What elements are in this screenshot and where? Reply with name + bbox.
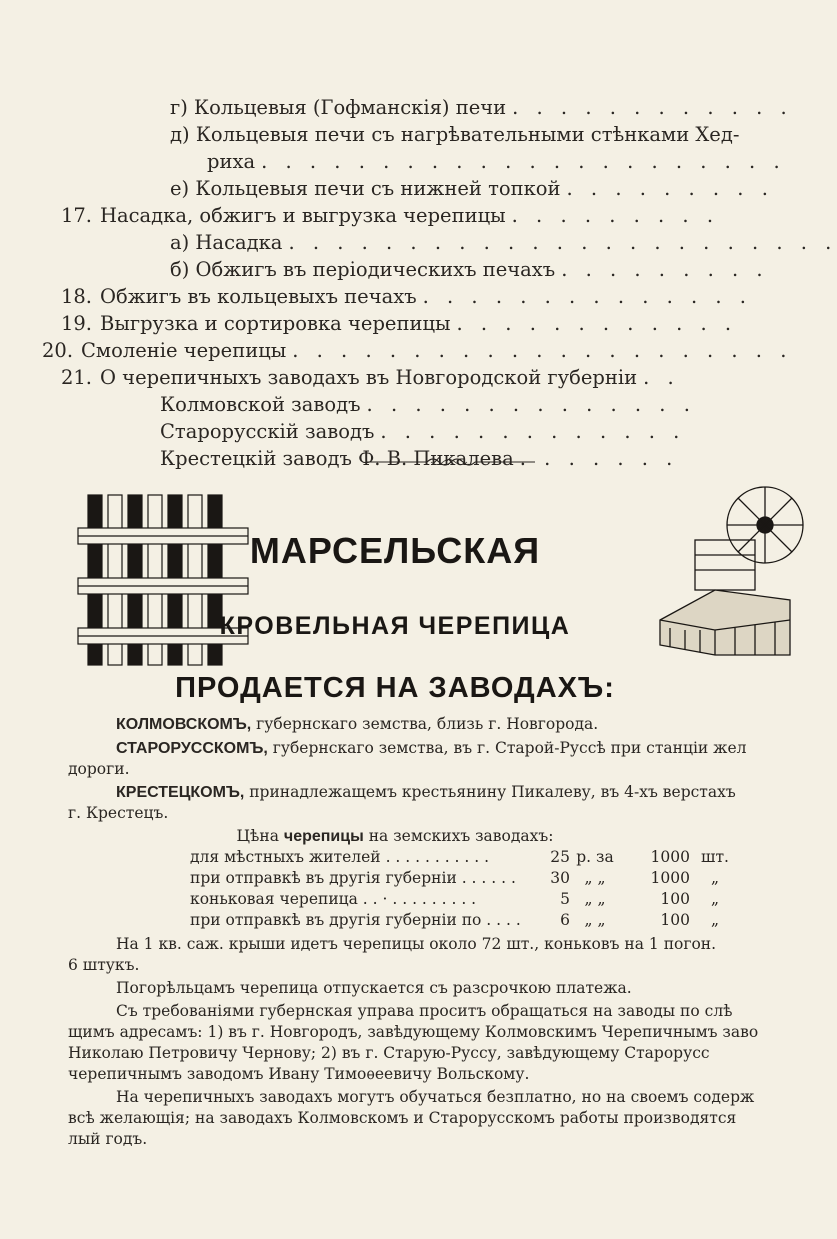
price-amount: 30 xyxy=(550,869,570,887)
toc-entry xyxy=(207,150,786,178)
paragraph-krestetsky-cont: г. Крестецъ. xyxy=(68,804,169,822)
toc-leader-dots: . . . . . . . . . . . . . xyxy=(380,420,686,443)
toc-entry-title: Обжигъ въ кольцевыхъ печахъ xyxy=(100,285,417,308)
price-per: „ xyxy=(710,869,720,887)
toc-entry xyxy=(170,96,793,124)
ad-title-roof-tile: КРОВЕЛЬНАЯ ЧЕРЕПИЦА xyxy=(219,612,571,640)
toc-entry-title: Смоленіе черепицы xyxy=(81,339,287,362)
toc-leader-dots: . . xyxy=(643,366,680,389)
toc-entry-title: Колмовской заводъ xyxy=(160,393,361,416)
toc-entry xyxy=(160,393,768,421)
toc-entry xyxy=(170,258,768,286)
toc-leader-dots: . . . . . . . . . xyxy=(511,204,720,227)
toc-entry-title: е) Кольцевыя печи съ нижней топкой xyxy=(170,177,561,200)
toc-entry xyxy=(170,231,837,259)
price-row xyxy=(190,890,770,911)
toc-entry-number: 18. xyxy=(60,285,92,308)
toc-leader-dots: . . . . . . . . . . . . . . . . . . . . . . xyxy=(261,150,786,173)
price-label: коньковая черепица . . · . . . . . . . . . xyxy=(190,890,477,908)
price-unit: „ „ xyxy=(584,911,606,929)
paragraph-requests-2: щимъ адресамъ: 1) въ г. Новгородъ, завѣдующему Колмовскимъ Черепичнымъ заво xyxy=(68,1023,759,1041)
price-count: 1000 xyxy=(650,848,690,866)
toc-entry-number: 19. xyxy=(60,312,92,335)
paragraph-requests-3: Николаю Петровичу Чернову; 2) въ г. Старую-Руссу, завѣдующему Старорусс xyxy=(68,1044,710,1062)
factory-name-kolmovsky: КОЛМОВСКОМЪ, xyxy=(116,716,252,733)
toc-entry-title: О черепичныхъ заводахъ въ Новгородской губерніи xyxy=(100,366,638,389)
paragraph-training-2: всѣ желающія; на заводахъ Колмовскомъ и Старорусскомъ работы производятся xyxy=(68,1109,737,1127)
toc-leader-dots: . . . . . . . . . . . . . . xyxy=(366,393,696,416)
ornamental-divider xyxy=(367,456,535,468)
paragraph-tiles-per-sazhen: На 1 кв. саж. крыши идетъ черепицы около 72 шт., коньковъ на 1 погон. xyxy=(116,935,717,953)
price-label: при отправкѣ въ другія губерніи . . . . . . xyxy=(190,869,516,887)
toc-entry xyxy=(42,204,768,232)
toc-entry xyxy=(42,339,793,367)
price-count: 100 xyxy=(660,890,690,908)
toc-leader-dots: . . . . . . . xyxy=(519,447,679,470)
toc-leader-dots: . . . . . . . . . . . . . . . . . . . . . . . xyxy=(288,231,837,254)
price-per: шт. xyxy=(701,848,729,866)
price-row xyxy=(190,869,770,890)
paragraph-starorussky xyxy=(68,738,790,759)
paragraph-tiles-per-sazhen-cont: 6 штукъ. xyxy=(68,956,140,974)
toc-entry xyxy=(42,366,768,394)
paragraph-requests-1: Съ требованіями губернская управа проситъ обращаться на заводы по слѣ xyxy=(116,1002,733,1020)
factory-desc-kolmovsky: губернскаго земства, близь г. Новгорода. xyxy=(251,715,599,733)
toc-entry-title: Насадка, обжигъ и выгрузка черепицы xyxy=(100,204,506,227)
paragraph-kolmovsky xyxy=(68,714,790,735)
toc-entry xyxy=(42,285,768,313)
toc-leader-dots: . . . . . . . . . . . . xyxy=(512,96,793,119)
price-unit: „ „ xyxy=(584,890,606,908)
roof-tiles-illustration xyxy=(78,490,248,670)
price-count: 100 xyxy=(660,911,690,929)
factory-name-starorussky: СТАРОРУССКОМЪ, xyxy=(116,740,268,757)
price-heading: Цѣна черепицы на земскихъ заводахъ: xyxy=(236,827,554,845)
toc-entry xyxy=(170,177,774,205)
toc-entry-title: Старорусскій заводъ xyxy=(160,420,375,443)
price-unit: р. за xyxy=(576,848,614,866)
ad-title-sold-at: ПРОДАЕТСЯ НА ЗАВОДАХЪ: xyxy=(175,672,615,704)
factory-name-krestetsky: КРЕСТЕЦКОМЪ, xyxy=(116,784,245,801)
price-row xyxy=(190,911,770,932)
toc-entry-number: 21. xyxy=(60,366,92,389)
toc-entry-title: д) Кольцевыя печи съ нагрѣвательными стѣнками Хед- xyxy=(170,123,740,146)
price-amount: 5 xyxy=(560,890,570,908)
paragraph-training-3: лый годъ. xyxy=(68,1130,148,1148)
paragraph-starorussky-cont: дороги. xyxy=(68,760,130,778)
toc-entry-title: а) Насадка xyxy=(170,231,283,254)
toc-entry xyxy=(170,123,768,151)
toc-entry xyxy=(160,420,768,448)
toc-entry-title: Выгрузка и сортировка черепицы xyxy=(100,312,451,335)
price-per: „ xyxy=(710,911,720,929)
price-row xyxy=(190,848,770,869)
price-unit: „ „ xyxy=(584,869,606,887)
paragraph-krestetsky xyxy=(68,782,790,803)
toc-leader-dots: . . . . . . . . . . . . . . . . . . . . . xyxy=(292,339,793,362)
paragraph-requests-4: черепичнымъ заводомъ Ивану Тимоѳеевичу Вольскому. xyxy=(68,1065,530,1083)
toc-entry-title: Крестецкій заводъ Ф. В. Пикалева xyxy=(160,447,514,470)
paragraph-training-1: На черепичныхъ заводахъ могутъ обучаться безплатно, но на своемъ содерж xyxy=(116,1088,755,1106)
price-count: 1000 xyxy=(650,869,690,887)
toc-entry-number: 17. xyxy=(60,204,92,227)
price-per: „ xyxy=(710,890,720,908)
toc-entry xyxy=(42,312,768,340)
toc-leader-dots: . . . . . . . . . . . . xyxy=(456,312,738,335)
price-amount: 6 xyxy=(560,911,570,929)
toc-entry-title: риха xyxy=(207,150,256,173)
ad-title-marseille: МАРСЕЛЬСКАЯ xyxy=(249,530,541,571)
price-label: при отправкѣ въ другія губерніи по . . . . xyxy=(190,911,521,929)
price-table xyxy=(190,848,770,932)
factory-desc-starorussky: губернскаго земства, въ г. Старой-Руссѣ при станціи жел xyxy=(267,739,747,757)
price-label: для мѣстныхъ жителей . . . . . . . . . . . xyxy=(190,848,490,866)
toc-leader-dots: . . . . . . . . . xyxy=(561,258,769,281)
toc-entry-number: 20. xyxy=(42,339,74,362)
factory-desc-krestetsky: принадлежащемъ крестьянину Пикалеву, въ 4-хъ верстахъ xyxy=(244,783,736,801)
toc-entry-title: г) Кольцевыя (Гофманскія) печи xyxy=(170,96,507,119)
toc-entry-title: б) Обжигъ въ періодическихъ печахъ xyxy=(170,258,556,281)
toc-leader-dots: . . . . . . . . . xyxy=(566,177,774,200)
paragraph-fire-victims: Погорѣльцамъ черепица отпускается съ разсрочкою платежа. xyxy=(116,979,632,997)
price-amount: 25 xyxy=(550,848,570,866)
toc-leader-dots: . . . . . . . . . . . . . . xyxy=(422,285,752,308)
